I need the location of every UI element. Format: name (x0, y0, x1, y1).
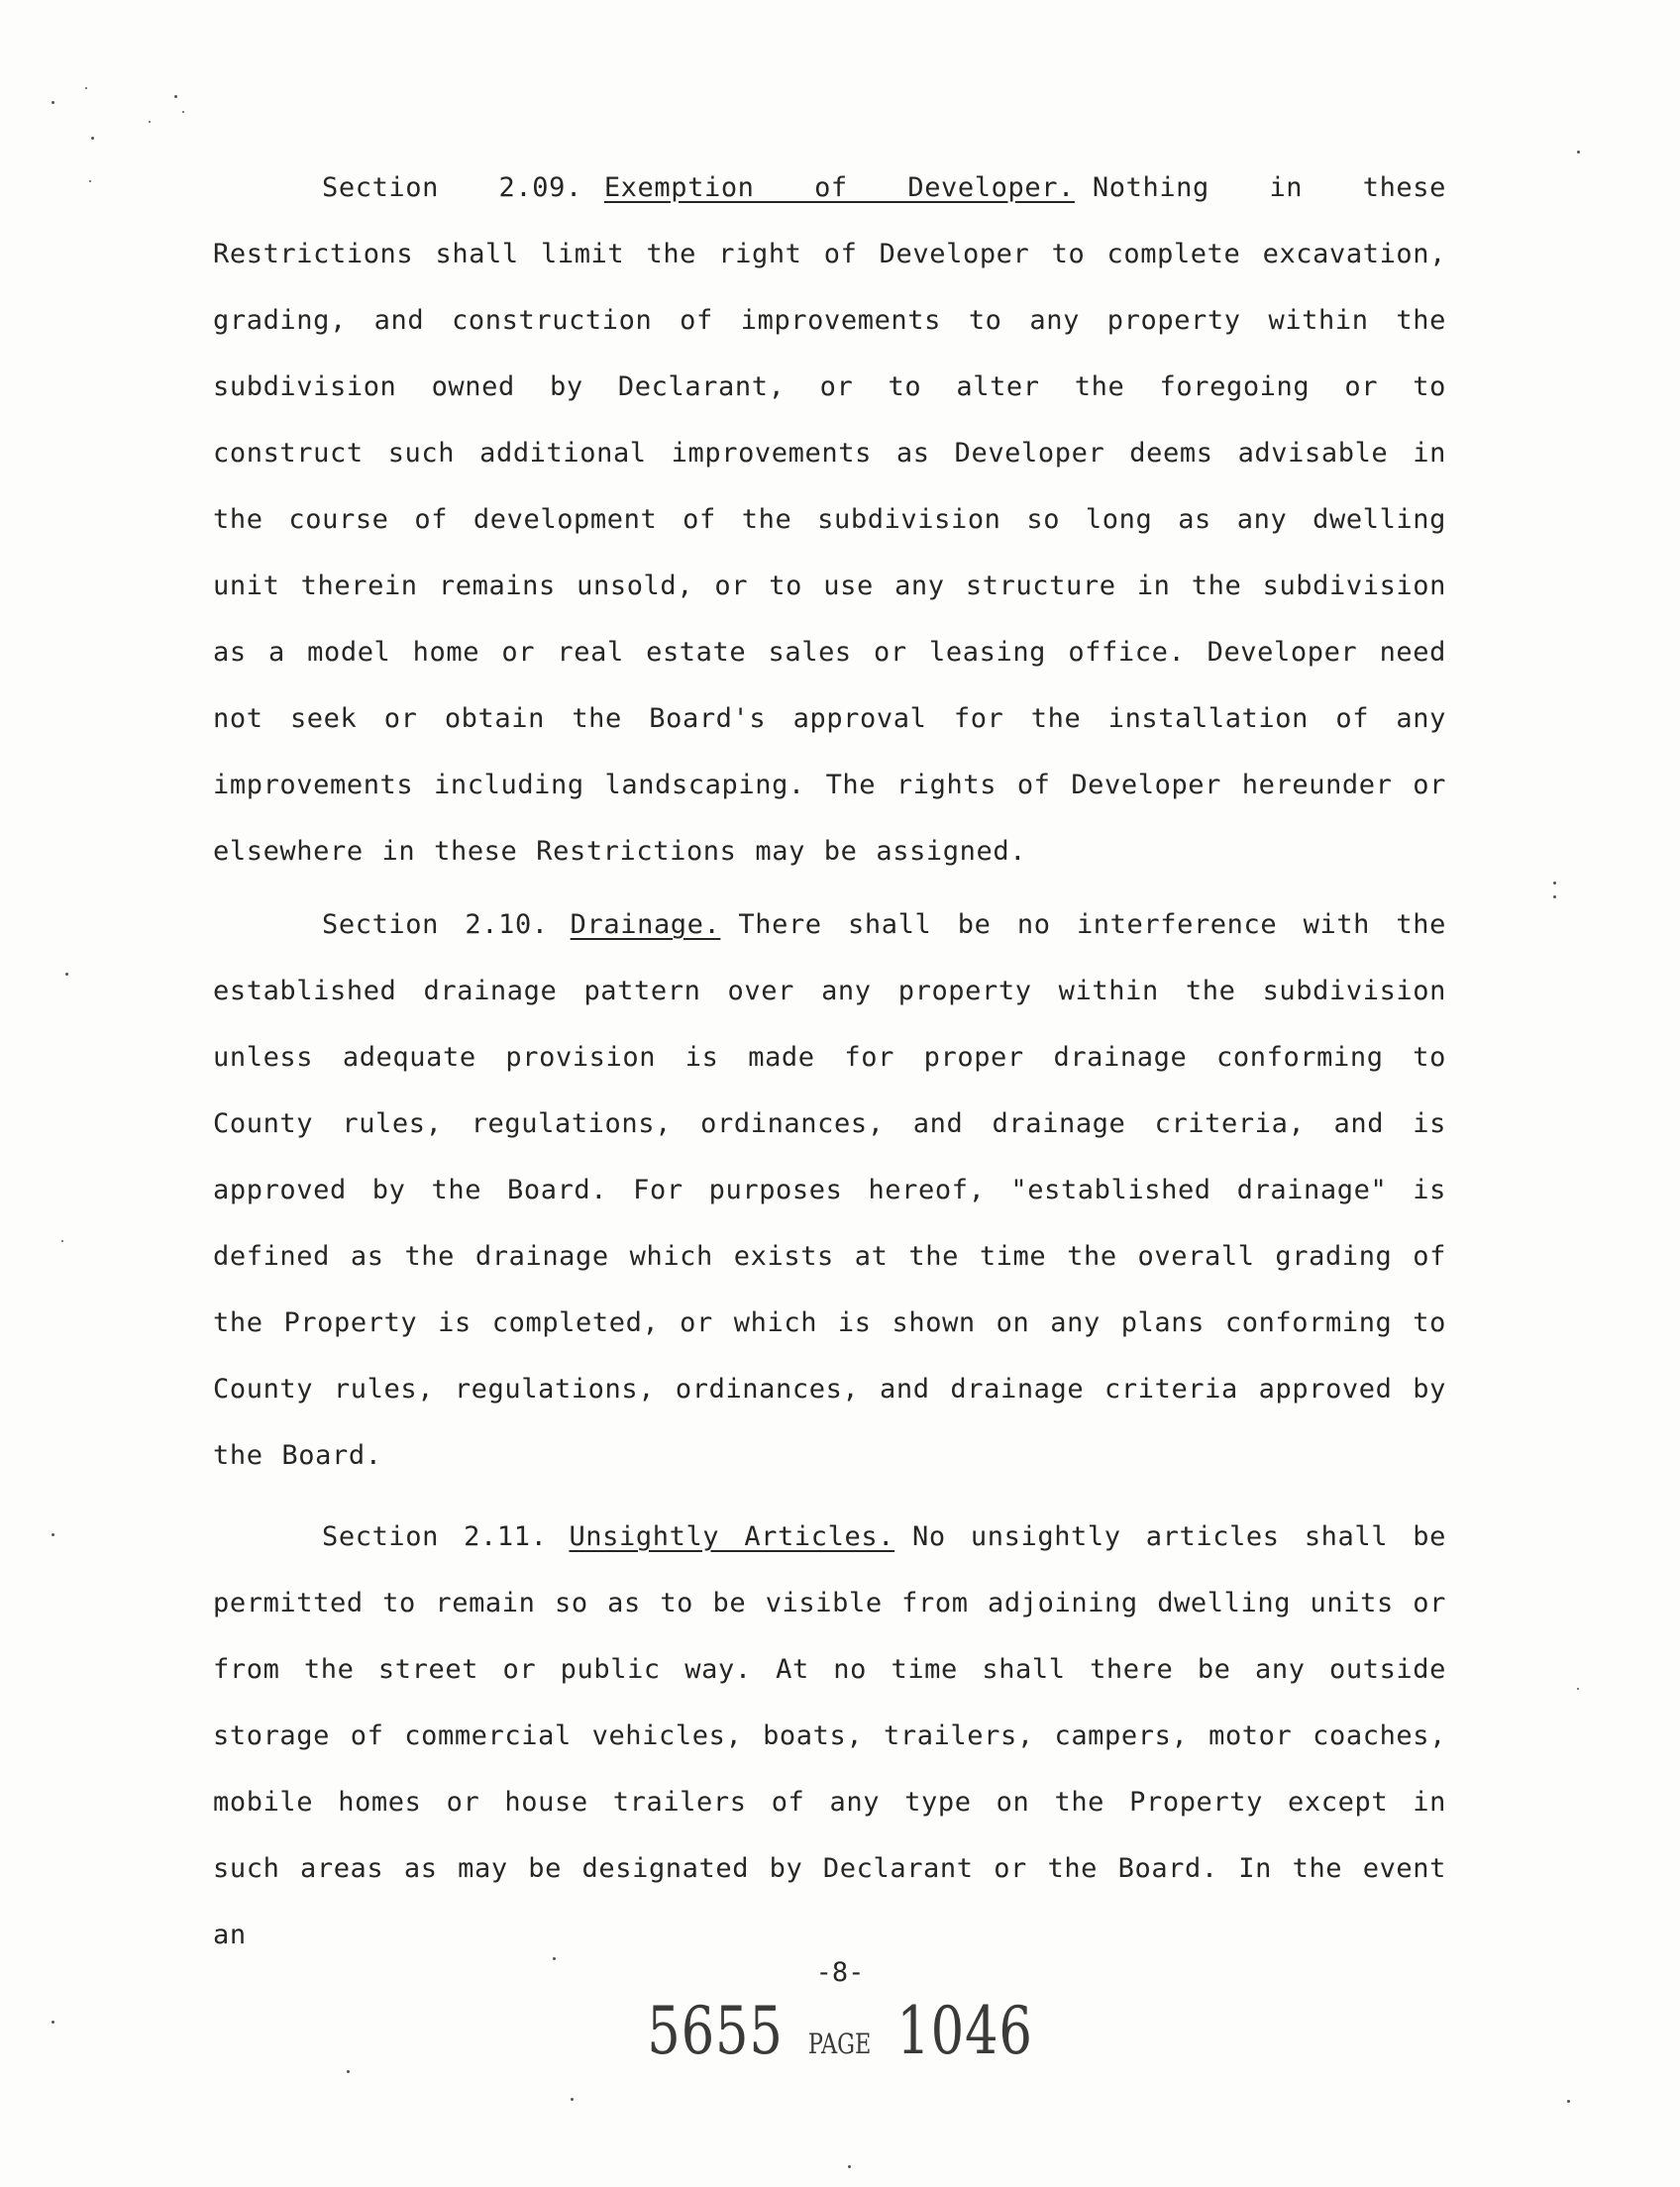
scan-speck (347, 2070, 350, 2073)
section-paragraph (213, 155, 1446, 885)
stamp-page-label: PAGE (808, 2028, 872, 2060)
section-body: Nothing in these Restrictions shall limit the right of Developer to complete excavation, grading, and construction of improvements to any property within the subdivision owned by Declarant, or to alter the foregoing or to construct such additional improvements as Developer deems advisable in the course of development of the subdivision so long as any dwelling unit therein remains unsold, or to use any structure in the subdivision as a model home or real estate sales or leasing office. Developer need not seek or obtain the Board's approval for the installation of any improvements including landscaping. The rights of Developer hereunder or elsewhere in these Restrictions may be assigned. (213, 172, 1446, 867)
scan-speck (1567, 2100, 1570, 2103)
section-title: Drainage. (570, 909, 721, 940)
section-title: Exemption of Developer. (603, 172, 1075, 203)
page-number: -8- (815, 1957, 865, 1988)
scan-speck (182, 111, 184, 113)
scan-speck (52, 101, 54, 104)
scan-speck (91, 137, 94, 140)
section-label: Section 2.11. (322, 1521, 548, 1552)
stamp-book: 5655 (647, 1993, 785, 2069)
scan-speck (89, 180, 91, 182)
section-2-11 (213, 1504, 1446, 1968)
section-body: There shall be no interference with the established drainage pattern over any property within the subdivision unless adequate provision is made for proper drainage conforming to County rules, regulations, ordinances, and drainage criteria, and is approved by the Board. For purposes hereof, "established drainage" is defined as the drainage which exists at the time the overall grading of the Property is completed, or which is shown on any plans conforming to County rules, regulations, ordinances, and drainage criteria approved by the Board. (213, 909, 1447, 1471)
scan-speck (571, 2098, 574, 2101)
section-title: Unsightly Articles. (569, 1521, 895, 1552)
scan-speck (65, 973, 68, 976)
scan-speck (1553, 895, 1556, 898)
section-paragraph (213, 891, 1446, 1489)
scan-speck (1577, 1688, 1579, 1690)
section-paragraph (213, 1504, 1446, 1968)
section-label: Section 2.10. (322, 909, 549, 940)
scan-speck (52, 1533, 54, 1536)
scan-speck (174, 95, 177, 98)
section-2-09 (213, 155, 1446, 885)
scan-speck (149, 121, 151, 123)
section-label: Section 2.09. (322, 172, 582, 203)
scan-speck (1553, 882, 1556, 885)
section-body: No unsightly articles shall be permitted to remain so as to be visible from adjoining dwelling units or from the street or public way. At no time shall there be any outside storage of commercial vehicles, boats, trailers, campers, motor coaches, mobile homes or house trailers of any type on the Property except in such areas as may be designated by Declarant or the Board. In the event an (213, 1521, 1446, 1950)
scan-speck (61, 1240, 63, 1242)
scan-speck (1577, 151, 1580, 154)
scan-speck (848, 2165, 851, 2168)
scan-speck (85, 87, 87, 89)
stamp-page: 1046 (895, 1993, 1033, 2069)
section-2-10 (213, 891, 1446, 1489)
recording-stamp (0, 1993, 1680, 2069)
